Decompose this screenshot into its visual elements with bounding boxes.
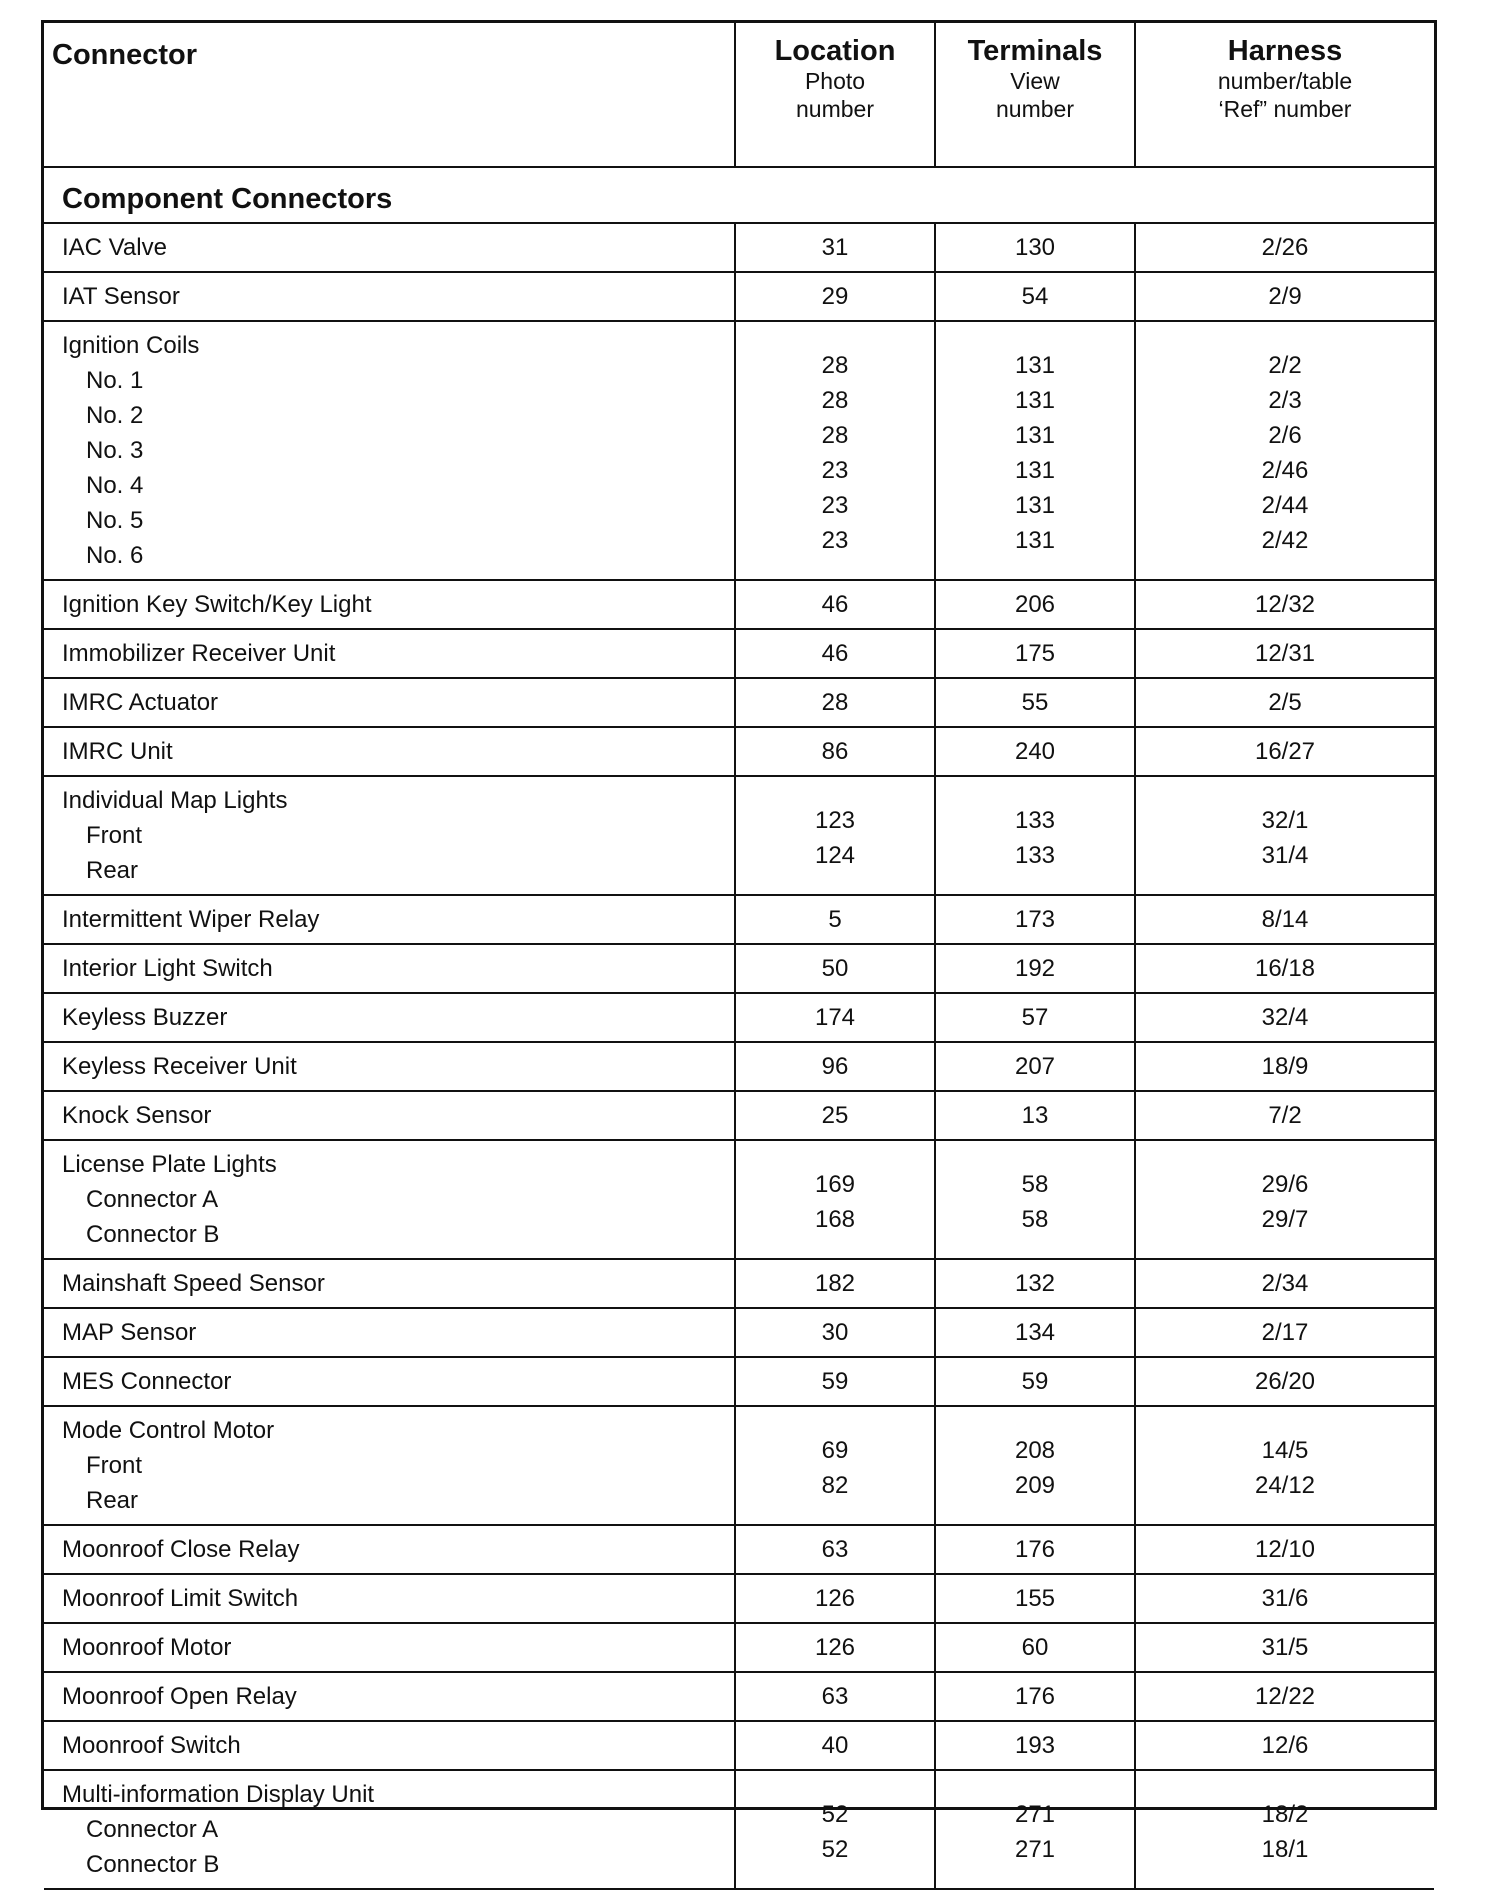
cell-spacer xyxy=(1136,328,1434,348)
table-row xyxy=(44,272,1434,321)
header-terminals-sub2: number xyxy=(996,96,1074,122)
connector-name: Intermittent Wiper Relay xyxy=(62,906,320,933)
header-harness-sub2: ‘Ref” number xyxy=(1218,96,1352,122)
connector-name: MES Connector xyxy=(62,1368,232,1395)
location-value: 169 xyxy=(814,1171,856,1198)
harness-value: 2/17 xyxy=(1261,1319,1309,1346)
connector-name: Immobilizer Receiver Unit xyxy=(62,640,336,667)
terminals-value: 176 xyxy=(1014,1683,1056,1710)
connector-name-cell xyxy=(44,1574,735,1623)
sub-connector-name: No. 1 xyxy=(86,367,144,394)
connector-name-cell xyxy=(44,272,735,321)
terminals-value: 13 xyxy=(1021,1102,1049,1129)
table-row xyxy=(44,629,1434,678)
cell-spacer xyxy=(936,1413,1134,1433)
section-cell xyxy=(44,167,1434,223)
table-row xyxy=(44,776,1434,895)
connector-name: Ignition Key Switch/Key Light xyxy=(62,591,372,618)
sub-connector-name: No. 4 xyxy=(86,472,144,499)
harness-value: 18/9 xyxy=(1261,1053,1309,1080)
terminals-cell xyxy=(935,1140,1135,1259)
connector-name: IMRC Unit xyxy=(62,738,173,765)
terminals-value: 55 xyxy=(1021,689,1049,716)
location-cell xyxy=(735,1406,935,1525)
location-value: 50 xyxy=(821,955,849,982)
harness-value: 18/2 xyxy=(1261,1801,1309,1828)
connector-name-cell xyxy=(44,993,735,1042)
table-row xyxy=(44,1140,1434,1259)
harness-cell xyxy=(1135,1525,1434,1574)
harness-value: 16/18 xyxy=(1254,955,1316,982)
terminals-value: 208 xyxy=(1014,1437,1056,1464)
harness-cell xyxy=(1135,993,1434,1042)
terminals-value: 131 xyxy=(1014,422,1056,449)
location-cell xyxy=(735,1091,935,1140)
terminals-cell xyxy=(935,993,1135,1042)
harness-cell xyxy=(1135,776,1434,895)
header-location xyxy=(735,23,935,167)
sub-connector-name: No. 3 xyxy=(86,437,144,464)
table-row xyxy=(44,1574,1434,1623)
section-row xyxy=(44,167,1434,223)
terminals-cell xyxy=(935,1091,1135,1140)
harness-value: 32/1 xyxy=(1261,807,1309,834)
harness-value: 2/46 xyxy=(1261,457,1309,484)
harness-cell xyxy=(1135,895,1434,944)
location-value: 82 xyxy=(821,1472,849,1499)
terminals-value: 271 xyxy=(1014,1836,1056,1863)
harness-value: 24/12 xyxy=(1254,1472,1316,1499)
connector-name: Moonroof Open Relay xyxy=(62,1683,297,1710)
harness-value: 29/6 xyxy=(1261,1171,1309,1198)
location-value: 52 xyxy=(821,1836,849,1863)
header-row xyxy=(44,23,1434,167)
location-value: 63 xyxy=(821,1683,849,1710)
terminals-value: 131 xyxy=(1014,457,1056,484)
connector-name-cell xyxy=(44,1357,735,1406)
terminals-cell xyxy=(935,1042,1135,1091)
table-row xyxy=(44,1042,1434,1091)
harness-cell xyxy=(1135,1308,1434,1357)
terminals-cell xyxy=(935,1308,1135,1357)
terminals-cell xyxy=(935,321,1135,580)
connector-name: Interior Light Switch xyxy=(62,955,273,982)
section-title: Component Connectors xyxy=(62,183,393,215)
terminals-cell xyxy=(935,1721,1135,1770)
location-value: 182 xyxy=(814,1270,856,1297)
connector-name: Moonroof Switch xyxy=(62,1732,241,1759)
table-row xyxy=(44,1357,1434,1406)
header-terminals-sub1: View xyxy=(1010,68,1060,94)
connector-name-cell xyxy=(44,1042,735,1091)
location-value: 29 xyxy=(821,283,849,310)
location-cell xyxy=(735,580,935,629)
connector-name-cell xyxy=(44,727,735,776)
harness-cell xyxy=(1135,1721,1434,1770)
header-location-label: Location xyxy=(774,35,896,67)
terminals-value: 207 xyxy=(1014,1053,1056,1080)
terminals-value: 176 xyxy=(1014,1536,1056,1563)
location-value: 126 xyxy=(814,1585,856,1612)
harness-cell xyxy=(1135,944,1434,993)
location-value: 69 xyxy=(821,1437,849,1464)
terminals-value: 130 xyxy=(1014,234,1056,261)
connector-name: Multi-information Display Unit xyxy=(62,1781,375,1808)
sub-connector-name: Front xyxy=(86,1452,143,1479)
table-row xyxy=(44,944,1434,993)
location-cell xyxy=(735,1525,935,1574)
location-cell xyxy=(735,993,935,1042)
sub-connector-name: Rear xyxy=(86,857,139,884)
terminals-cell xyxy=(935,944,1135,993)
terminals-cell xyxy=(935,1672,1135,1721)
terminals-value: 155 xyxy=(1014,1585,1056,1612)
terminals-cell xyxy=(935,580,1135,629)
location-cell xyxy=(735,1770,935,1889)
harness-value: 2/6 xyxy=(1268,422,1302,449)
harness-value: 12/6 xyxy=(1261,1732,1309,1759)
terminals-cell xyxy=(935,895,1135,944)
terminals-cell xyxy=(935,629,1135,678)
location-cell xyxy=(735,223,935,272)
cell-spacer xyxy=(736,328,934,348)
terminals-value: 133 xyxy=(1014,807,1056,834)
harness-value: 2/26 xyxy=(1261,234,1309,261)
terminals-value: 133 xyxy=(1014,842,1056,869)
harness-cell xyxy=(1135,223,1434,272)
harness-cell xyxy=(1135,1259,1434,1308)
cell-spacer xyxy=(936,1147,1134,1167)
location-value: 5 xyxy=(828,906,842,933)
connector-name-cell xyxy=(44,321,735,580)
terminals-value: 132 xyxy=(1014,1270,1056,1297)
terminals-cell xyxy=(935,727,1135,776)
harness-value: 2/44 xyxy=(1261,492,1309,519)
terminals-cell xyxy=(935,776,1135,895)
location-value: 126 xyxy=(814,1634,856,1661)
harness-value: 18/1 xyxy=(1261,1836,1309,1863)
location-value: 23 xyxy=(821,457,849,484)
harness-value: 12/32 xyxy=(1254,591,1316,618)
connector-name-cell xyxy=(44,1406,735,1525)
terminals-cell xyxy=(935,223,1135,272)
harness-value: 26/20 xyxy=(1254,1368,1316,1395)
sub-connector-name: No. 5 xyxy=(86,507,144,534)
header-terminals xyxy=(935,23,1135,167)
terminals-value: 271 xyxy=(1014,1801,1056,1828)
cell-spacer xyxy=(736,1777,934,1797)
harness-value: 29/7 xyxy=(1261,1206,1309,1233)
location-value: 28 xyxy=(821,352,849,379)
cell-spacer xyxy=(1136,1413,1434,1433)
harness-value: 2/42 xyxy=(1261,527,1309,554)
harness-cell xyxy=(1135,1623,1434,1672)
location-value: 123 xyxy=(814,807,856,834)
harness-value: 2/5 xyxy=(1268,689,1302,716)
terminals-value: 58 xyxy=(1021,1171,1049,1198)
terminals-value: 193 xyxy=(1014,1732,1056,1759)
harness-value: 12/22 xyxy=(1254,1683,1316,1710)
table-row xyxy=(44,1623,1434,1672)
table-row xyxy=(44,993,1434,1042)
sub-connector-name: Rear xyxy=(86,1487,139,1514)
location-value: 23 xyxy=(821,527,849,554)
harness-cell xyxy=(1135,629,1434,678)
location-value: 59 xyxy=(821,1368,849,1395)
location-cell xyxy=(735,321,935,580)
location-cell xyxy=(735,1672,935,1721)
location-cell xyxy=(735,944,935,993)
table-row xyxy=(44,1259,1434,1308)
sub-connector-name: Connector B xyxy=(86,1851,220,1878)
location-value: 96 xyxy=(821,1053,849,1080)
terminals-cell xyxy=(935,1770,1135,1889)
header-location-sub2: number xyxy=(796,96,874,122)
harness-value: 12/31 xyxy=(1254,640,1316,667)
harness-cell xyxy=(1135,1672,1434,1721)
location-value: 46 xyxy=(821,591,849,618)
location-value: 168 xyxy=(814,1206,856,1233)
sub-connector-name: No. 6 xyxy=(86,542,144,569)
table-row xyxy=(44,1308,1434,1357)
cell-spacer xyxy=(936,328,1134,348)
connector-name-cell xyxy=(44,580,735,629)
cell-spacer xyxy=(736,1413,934,1433)
harness-cell xyxy=(1135,1042,1434,1091)
table-row xyxy=(44,1091,1434,1140)
connector-name-cell xyxy=(44,1770,735,1889)
location-cell xyxy=(735,1623,935,1672)
harness-value: 31/4 xyxy=(1261,842,1309,869)
location-value: 30 xyxy=(821,1319,849,1346)
harness-value: 2/34 xyxy=(1261,1270,1309,1297)
location-cell xyxy=(735,1574,935,1623)
connector-name-cell xyxy=(44,776,735,895)
harness-cell xyxy=(1135,1770,1434,1889)
location-cell xyxy=(735,727,935,776)
harness-cell xyxy=(1135,727,1434,776)
location-value: 46 xyxy=(821,640,849,667)
table-row xyxy=(44,223,1434,272)
connector-name-cell xyxy=(44,944,735,993)
cell-spacer xyxy=(736,1147,934,1167)
harness-value: 31/5 xyxy=(1261,1634,1309,1661)
terminals-value: 175 xyxy=(1014,640,1056,667)
location-value: 124 xyxy=(814,842,856,869)
table-row xyxy=(44,580,1434,629)
connector-name: Keyless Buzzer xyxy=(62,1004,228,1031)
table-row xyxy=(44,1770,1434,1889)
connector-name: Mainshaft Speed Sensor xyxy=(62,1270,325,1297)
table-body xyxy=(44,167,1434,1889)
location-cell xyxy=(735,1357,935,1406)
location-cell xyxy=(735,895,935,944)
harness-cell xyxy=(1135,1574,1434,1623)
connector-name: IAC Valve xyxy=(62,234,167,261)
harness-cell xyxy=(1135,1091,1434,1140)
terminals-cell xyxy=(935,272,1135,321)
connector-name-cell xyxy=(44,1525,735,1574)
harness-value: 31/6 xyxy=(1261,1585,1309,1612)
harness-cell xyxy=(1135,272,1434,321)
location-value: 63 xyxy=(821,1536,849,1563)
connector-name: License Plate Lights xyxy=(62,1151,277,1178)
terminals-cell xyxy=(935,1623,1135,1672)
table-row xyxy=(44,1525,1434,1574)
harness-value: 2/9 xyxy=(1268,283,1302,310)
connector-name: Ignition Coils xyxy=(62,332,200,359)
connector-name-cell xyxy=(44,1259,735,1308)
connector-name-cell xyxy=(44,1721,735,1770)
harness-value: 14/5 xyxy=(1261,1437,1309,1464)
terminals-value: 131 xyxy=(1014,527,1056,554)
location-value: 174 xyxy=(814,1004,856,1031)
table-row xyxy=(44,321,1434,580)
connector-name-cell xyxy=(44,1091,735,1140)
connector-name: Moonroof Motor xyxy=(62,1634,232,1661)
location-cell xyxy=(735,1042,935,1091)
terminals-cell xyxy=(935,1525,1135,1574)
location-value: 40 xyxy=(821,1732,849,1759)
terminals-value: 131 xyxy=(1014,492,1056,519)
cell-spacer xyxy=(936,1777,1134,1797)
location-cell xyxy=(735,1721,935,1770)
header-location-sub1: Photo xyxy=(804,68,866,94)
terminals-value: 54 xyxy=(1021,283,1049,310)
terminals-value: 131 xyxy=(1014,387,1056,414)
harness-value: 7/2 xyxy=(1268,1102,1302,1129)
connector-table xyxy=(44,23,1434,1890)
terminals-cell xyxy=(935,1259,1135,1308)
cell-spacer xyxy=(1136,1147,1434,1167)
sub-connector-name: Connector A xyxy=(86,1186,219,1213)
location-cell xyxy=(735,1308,935,1357)
terminals-value: 192 xyxy=(1014,955,1056,982)
connector-name-cell xyxy=(44,1672,735,1721)
terminals-cell xyxy=(935,1406,1135,1525)
harness-value: 2/3 xyxy=(1268,387,1302,414)
table-row xyxy=(44,727,1434,776)
connector-name: IAT Sensor xyxy=(62,283,180,310)
connector-name: Knock Sensor xyxy=(62,1102,212,1129)
header-terminals-label: Terminals xyxy=(967,35,1103,67)
connector-name-cell xyxy=(44,223,735,272)
terminals-value: 134 xyxy=(1014,1319,1056,1346)
header-harness xyxy=(1135,23,1434,167)
table-row xyxy=(44,1672,1434,1721)
table-row xyxy=(44,1406,1434,1525)
harness-cell xyxy=(1135,1357,1434,1406)
terminals-cell xyxy=(935,1574,1135,1623)
connector-name-cell xyxy=(44,1623,735,1672)
table-row xyxy=(44,1721,1434,1770)
connector-name-cell xyxy=(44,1308,735,1357)
terminals-value: 60 xyxy=(1021,1634,1049,1661)
location-value: 28 xyxy=(821,387,849,414)
location-cell xyxy=(735,1140,935,1259)
harness-cell xyxy=(1135,321,1434,580)
cell-spacer xyxy=(936,783,1134,803)
terminals-value: 58 xyxy=(1021,1206,1049,1233)
cell-spacer xyxy=(1136,1777,1434,1797)
location-cell xyxy=(735,629,935,678)
connector-name: Keyless Receiver Unit xyxy=(62,1053,297,1080)
terminals-cell xyxy=(935,678,1135,727)
location-cell xyxy=(735,1259,935,1308)
sub-connector-name: Front xyxy=(86,822,143,849)
header-connector-label: Connector xyxy=(52,39,197,71)
sub-connector-name: No. 2 xyxy=(86,402,144,429)
harness-value: 12/10 xyxy=(1254,1536,1316,1563)
header-harness-label: Harness xyxy=(1227,35,1343,67)
location-value: 28 xyxy=(821,422,849,449)
connector-name: Mode Control Motor xyxy=(62,1417,275,1444)
harness-cell xyxy=(1135,1406,1434,1525)
harness-value: 8/14 xyxy=(1261,906,1309,933)
harness-value: 32/4 xyxy=(1261,1004,1309,1031)
location-value: 28 xyxy=(821,689,849,716)
harness-cell xyxy=(1135,678,1434,727)
location-value: 86 xyxy=(821,738,849,765)
header-connector xyxy=(44,23,735,167)
location-value: 52 xyxy=(821,1801,849,1828)
cell-spacer xyxy=(1136,783,1434,803)
cell-spacer xyxy=(736,783,934,803)
table-row xyxy=(44,895,1434,944)
terminals-value: 206 xyxy=(1014,591,1056,618)
header-harness-sub1: number/table xyxy=(1217,68,1353,94)
harness-cell xyxy=(1135,1140,1434,1259)
location-cell xyxy=(735,272,935,321)
sub-connector-name: Connector A xyxy=(86,1816,219,1843)
connector-name: Moonroof Limit Switch xyxy=(62,1585,299,1612)
terminals-cell xyxy=(935,1357,1135,1406)
table-row xyxy=(44,678,1434,727)
terminals-value: 57 xyxy=(1021,1004,1049,1031)
terminals-value: 240 xyxy=(1014,738,1056,765)
location-value: 23 xyxy=(821,492,849,519)
location-value: 25 xyxy=(821,1102,849,1129)
terminals-value: 131 xyxy=(1014,352,1056,379)
harness-cell xyxy=(1135,580,1434,629)
connector-name: IMRC Actuator xyxy=(62,689,219,716)
location-cell xyxy=(735,678,935,727)
harness-value: 16/27 xyxy=(1254,738,1316,765)
harness-value: 2/2 xyxy=(1268,352,1302,379)
connector-name-cell xyxy=(44,1140,735,1259)
location-cell xyxy=(735,776,935,895)
sub-connector-name: Connector B xyxy=(86,1221,220,1248)
terminals-value: 59 xyxy=(1021,1368,1049,1395)
location-value: 31 xyxy=(821,234,849,261)
terminals-value: 209 xyxy=(1014,1472,1056,1499)
connector-name-cell xyxy=(44,629,735,678)
connector-name-cell xyxy=(44,895,735,944)
connector-table-sheet xyxy=(41,20,1437,1878)
terminals-value: 173 xyxy=(1014,906,1056,933)
connector-name-cell xyxy=(44,678,735,727)
connector-name: MAP Sensor xyxy=(62,1319,197,1346)
connector-name: Moonroof Close Relay xyxy=(62,1536,300,1563)
connector-name: Individual Map Lights xyxy=(62,787,288,814)
